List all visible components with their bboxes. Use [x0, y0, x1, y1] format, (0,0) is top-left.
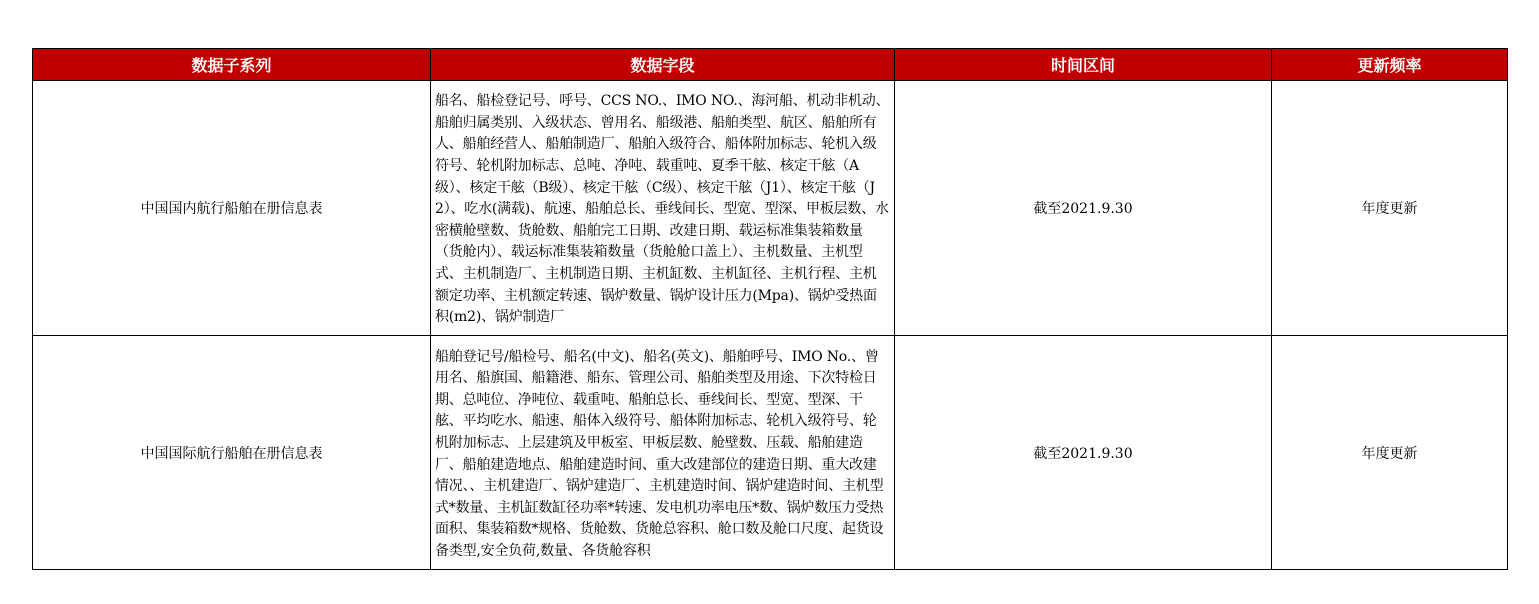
time-range-cell: 截至2021.9.30	[895, 336, 1272, 570]
update-frequency-cell: 年度更新	[1272, 336, 1508, 570]
header-data-series: 数据子系列	[33, 49, 431, 81]
table-header	[33, 49, 1508, 81]
table-body	[33, 81, 1508, 570]
table-row	[33, 336, 1508, 570]
update-frequency-cell: 年度更新	[1272, 81, 1508, 336]
time-range-cell: 截至2021.9.30	[895, 81, 1272, 336]
header-data-fields: 数据字段	[431, 49, 895, 81]
header-time-range: 时间区间	[895, 49, 1272, 81]
header-row	[33, 49, 1508, 81]
fields-text: 船名、船检登记号、呼号、CCS NO.、IMO NO.、海河船、机动非机动、船舶归属类别、入级状态、曾用名、船级港、船舶类型、航区、船舶所有人、船舶经营人、船舶制造厂、船舶入级符合、船体附加标志、轮机入级符号、轮机附加标志、总吨、净吨、载重吨、夏季干舷、核定干舷（A级）、核定干舷（B级）、核定干舷（C级）、核定干舷（J1）、核定干舷（J2）、吃水(满载)、航速、船舶总长、垂线间长、型宽、型深、甲板层数、水密横舱壁数、货舱数、船舶完工日期、改建日期、载运标准集装箱数量（货舱内）、载运标准集装箱数量（货舱舱口盖上）、主机数量、主机型式、主机制造厂、主机制造日期、主机缸数、主机缸径、主机行程、主机额定功率、主机额定转速、锅炉数量、锅炉设计压力(Mpa)、锅炉受热面积(m2)、锅炉制造厂	[435, 93, 890, 326]
fields-cell	[431, 81, 895, 336]
fields-text: 船舶登记号/船检号、船名(中文)、船名(英文)、船舶呼号、IMO No.、曾用名、船旗国、船籍港、船东、管理公司、船舶类型及用途、下次特检日期、总吨位、净吨位、载重吨、船舶总长、垂线间长、型宽、型深、干舷、平均吃水、船速、船体入级符号、船体附加标志、轮机入级符号、轮机附加标志、上层建筑及甲板室、甲板层数、舱壁数、压载、船舶建造厂、船舶建造地点、船舶建造时间、重大改建部位的建造日期、重大改建情况、、主机建造厂、锅炉建造厂、主机建造时间、锅炉建造时间、主机型式*数量、主机缸数缸径功率*转速、发电机功率电压*数、锅炉数压力受热面积、集装箱数*规格、货舱数、货舱总容积、舱口数及舱口尺度、起货设备类型,安全负荷,数量、各货舱容积	[435, 348, 884, 559]
fields-cell	[431, 336, 895, 570]
header-update-frequency: 更新频率	[1272, 49, 1508, 81]
series-name-cell: 中国国内航行船舶在册信息表	[33, 81, 431, 336]
data-catalog-table	[32, 48, 1508, 570]
table-row	[33, 81, 1508, 336]
series-name-cell: 中国国际航行船舶在册信息表	[33, 336, 431, 570]
